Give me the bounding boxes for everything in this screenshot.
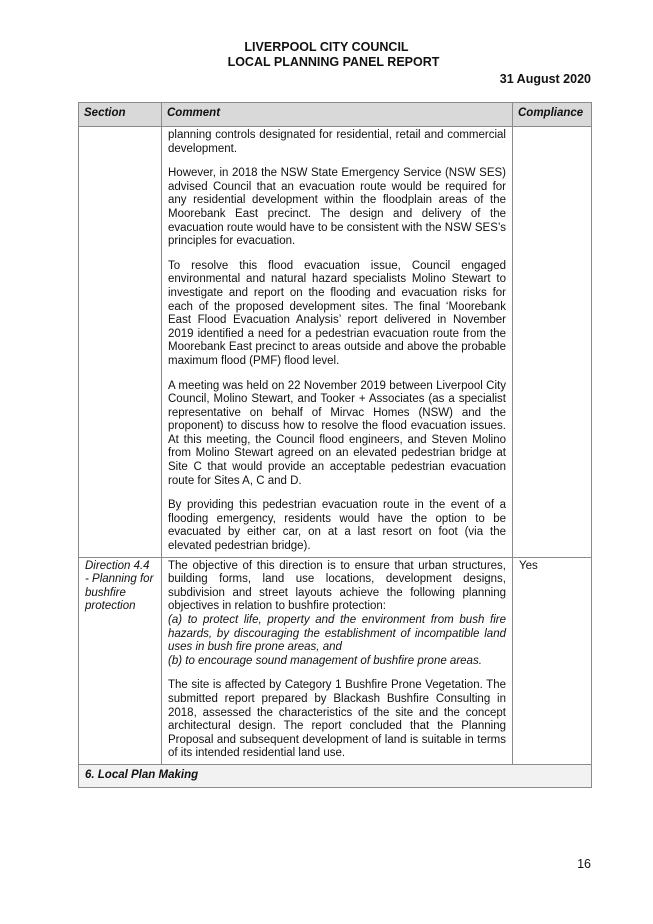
- row-section: [79, 127, 162, 558]
- header-section: Section: [79, 103, 162, 127]
- comment-paragraph: By providing this pedestrian evacuation route in the event of a flooding emergency, residents would have the option to be evacuated by either car, on at a last resort on foot (via the elevated pedestrian bridge).: [168, 499, 506, 553]
- row-comment: [162, 557, 513, 764]
- report-header: [0, 40, 653, 70]
- comment-paragraph: The site is affected by Category 1 Bushfire Prone Vegetation. The submitted report prepared by Blackash Bushfire Consulting in 2018, assessed the characteristics of the site and the concept architectural design. The report concluded that the Planning Proposal and subsequent development of land is suitable in terms of its intended residential land use.: [168, 679, 506, 760]
- report-date: 31 August 2020: [499, 72, 591, 86]
- table-header-row: [79, 103, 592, 127]
- row-compliance: Yes: [513, 557, 592, 764]
- header-comment: Comment: [162, 103, 513, 127]
- table-row: [79, 127, 592, 558]
- comment-paragraph: However, in 2018 the NSW State Emergency Service (NSW SES) advised Council that an evacuation route would be required for any residential development within the floodplain areas of the Moorebank East precinct. The design and delivery of the evacuation route would have to be consistent with the NSW SES’s principles for evacuation.: [168, 167, 506, 248]
- row-compliance: [513, 127, 592, 558]
- comment-paragraph: A meeting was held on 22 November 2019 between Liverpool City Council, Molino Stewart, and Tooker + Associates (as a specialist representative on behalf of Mirvac Homes (NSW) and the proponent) to discuss how to resolve the flood evacuation issues. At this meeting, the Council flood engineers, and Steven Molino from Molino Stewart agreed on an elevated pedestrian bridge at Site C that would provide an acceptable pedestrian evacuation route for Sites A, C and D.: [168, 379, 506, 487]
- council-name: LIVERPOOL CITY COUNCIL: [244, 40, 409, 54]
- header-compliance: Compliance: [513, 103, 592, 127]
- compliance-table: [78, 102, 592, 788]
- table-row: [79, 557, 592, 764]
- comment-paragraph: To resolve this flood evacuation issue, Council engaged environmental and natural hazard specialists Molino Stewart to investigate and report on the flooding and evacuation risks for each of the proposed development sites. The final ‘Moorebank East Flood Evacuation Analysis’ report delivered in November 2019 identified a need for a pedestrian evacuation route from the Moorebank East precinct to areas outside and above the probable maximum flood (PMF) flood level.: [168, 259, 506, 367]
- comment-paragraph: The objective of this direction is to ensure that urban structures, building forms, land use locations, development designs, subdivision and street layouts achieve the following planning objectives in relation to bushfire protection:: [168, 559, 506, 613]
- section-heading: 6. Local Plan Making: [79, 764, 592, 787]
- report-title: LOCAL PLANNING PANEL REPORT: [227, 55, 440, 69]
- section-heading-row: [79, 764, 592, 787]
- comment-paragraph: planning controls designated for residential, retail and commercial development.: [168, 129, 506, 155]
- page-number: 16: [577, 857, 591, 871]
- objective-a: (a) to protect life, property and the environment from bush fire hazards, by discouraging the establishment of incompatible land uses in bush fire prone areas, and: [168, 614, 506, 654]
- objective-b: (b) to encourage sound management of bushfire prone areas.: [168, 654, 482, 667]
- row-comment: [162, 127, 513, 558]
- row-section: Direction 4.4 - Planning for bushfire protection: [79, 557, 162, 764]
